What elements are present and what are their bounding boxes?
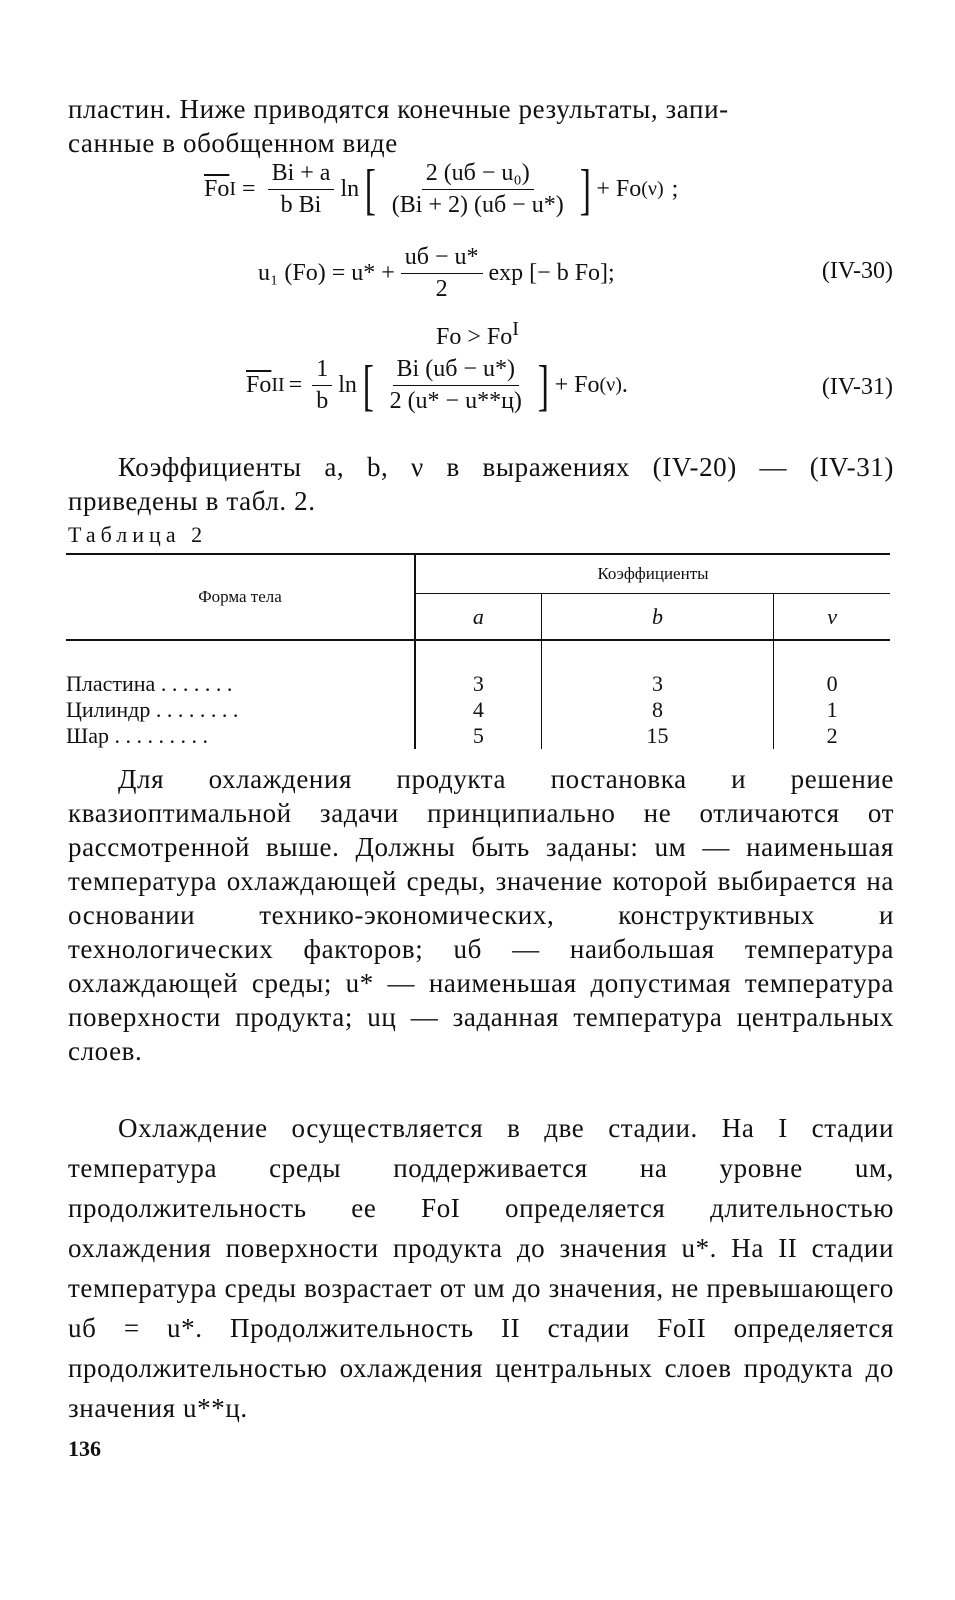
table-cell-b: 15 [541, 723, 773, 749]
stages-paragraph: Охлаждение осуществляется в две стадии. На I стадии температура среды поддерживается на уровне uм, продолжительность ее FoI определяется длительностью охлаждения поверхности продукта до значения u*. На II стадии температура среды возрастает от uм до значения, не превышающего uб = u*. Продолжительность II стадии FoII определяется продолжительностью охлаждения центральных слоев продукта до значения u**ц. [68, 1113, 894, 1423]
intro-text [68, 92, 894, 160]
eq3-right-bracket: ] [537, 354, 549, 417]
eq2-frac-num: uб − u* [401, 244, 483, 274]
eq1-inner-den: (Bi + 2) (uб − u*) [391, 192, 564, 218]
condition-line [0, 318, 955, 351]
eq2-tail: exp [− b Fo]; [488, 260, 615, 286]
intro-line-2: санные в обобщенном виде [68, 128, 398, 158]
coefficient-table [66, 553, 890, 749]
eq1-fraction [268, 160, 335, 219]
table-cell-b: 8 [541, 697, 773, 723]
equation-fo-2 [246, 356, 628, 415]
cond-text: Fo > Fo [436, 324, 513, 350]
cond-sup: I [512, 318, 519, 340]
cooling-paragraph: Для охлаждения продукта постановка и решение квазиоптимальной задачи принципиально не отличаются от рассмотренной выше. Должны быть заданы: uм — наименьшая температура охлаждающей среды, значение которой выбирается на основании технико-экономических, конструктивных и технологических факторов; uб — наибольшая температура охлаждающей среды; u* — наименьшая допустимая температура поверхности продукта; uц — заданная температура центральных слоев. [68, 764, 894, 1066]
eq1-lhs: $\overline{Fo}$ [204, 176, 230, 202]
eq1-ln: ln [340, 176, 360, 202]
eq1-left-bracket: [ [364, 158, 377, 221]
intro-line-1: пластин. Ниже приводятся конечные результаты, запи- [68, 94, 729, 124]
equation-u1 [258, 244, 615, 303]
table-subheader-a: a [415, 594, 541, 640]
eq1-right-bracket: ] [579, 158, 591, 221]
table-cell-a: 3 [415, 671, 541, 697]
eq3-fraction [312, 356, 332, 415]
eq1-inner-num: 2 (uб − u₀) [422, 160, 534, 190]
eq1-tail-sup: (ν) [641, 178, 664, 200]
eq3-frac-num: 1 [312, 356, 332, 386]
table-header-shape: Форма тела [66, 554, 415, 640]
table-spacer [66, 640, 890, 671]
eq3-inner-fraction [386, 356, 526, 415]
eq3-end: . [621, 372, 628, 398]
table-cell-v: 1 [826, 697, 838, 722]
eq3-tail-sup: (ν) [599, 374, 622, 396]
table-cell-shape: Пластина . . . . . . . [66, 671, 415, 697]
page-number: 136 [68, 1436, 101, 1461]
eq3-inner-num: Bi (uб − u*) [393, 356, 519, 386]
table-cell-v: 0 [826, 671, 838, 696]
table-cell-a: 5 [415, 723, 541, 749]
table-subheader-v: ν [774, 594, 890, 640]
eq3-left-bracket: [ [362, 354, 374, 417]
eq1-lhs-sup: I [229, 178, 237, 200]
equation-fo-1 [204, 160, 678, 219]
table-row [66, 697, 890, 723]
eq1-tail: + Fo [596, 176, 642, 202]
table-cell-shape: Цилиндр . . . . . . . . [66, 697, 415, 723]
table-row [66, 723, 890, 749]
eq2-number: (IV-30) [821, 258, 893, 284]
eq3-lhs-sup: II [271, 374, 285, 396]
eq1-frac-den: b Bi [280, 192, 322, 218]
table-subheader-b: b [541, 594, 773, 640]
eq1-inner-fraction [388, 160, 568, 219]
eq3-tail: + Fo [554, 372, 600, 398]
table-cell-shape: Шар . . . . . . . . . [66, 723, 415, 749]
eq1-equals: = [242, 176, 256, 202]
eq3-ln: ln [338, 372, 357, 398]
table-row [66, 671, 890, 697]
eq3-equals: = [288, 372, 303, 398]
eq3-lhs: $\overline{Fo}$ [246, 372, 272, 398]
table-header-coef: Коэффициенты [415, 554, 890, 594]
eq3-number: (IV-31) [821, 374, 893, 400]
eq3-inner-den: 2 (u* − u**ц) [389, 388, 522, 414]
table-cell-a: 4 [415, 697, 541, 723]
table-cell-v: 2 [826, 723, 838, 748]
table-cell-b: 3 [541, 671, 773, 697]
eq2-fraction [401, 244, 483, 303]
eq1-frac-num: Bi + a [268, 160, 335, 190]
eq1-end: ; [671, 176, 679, 202]
eq2-lhs: u₁ (Fo) = u* + [258, 260, 395, 286]
eq2-frac-den: 2 [435, 276, 448, 302]
coef-paragraph: Коэффициенты a, b, ν в выражениях (IV-20) — (IV-31) приведены в табл. 2. [68, 452, 894, 516]
table-caption: Таблица 2 [68, 522, 208, 547]
eq3-frac-den: b [316, 388, 329, 414]
